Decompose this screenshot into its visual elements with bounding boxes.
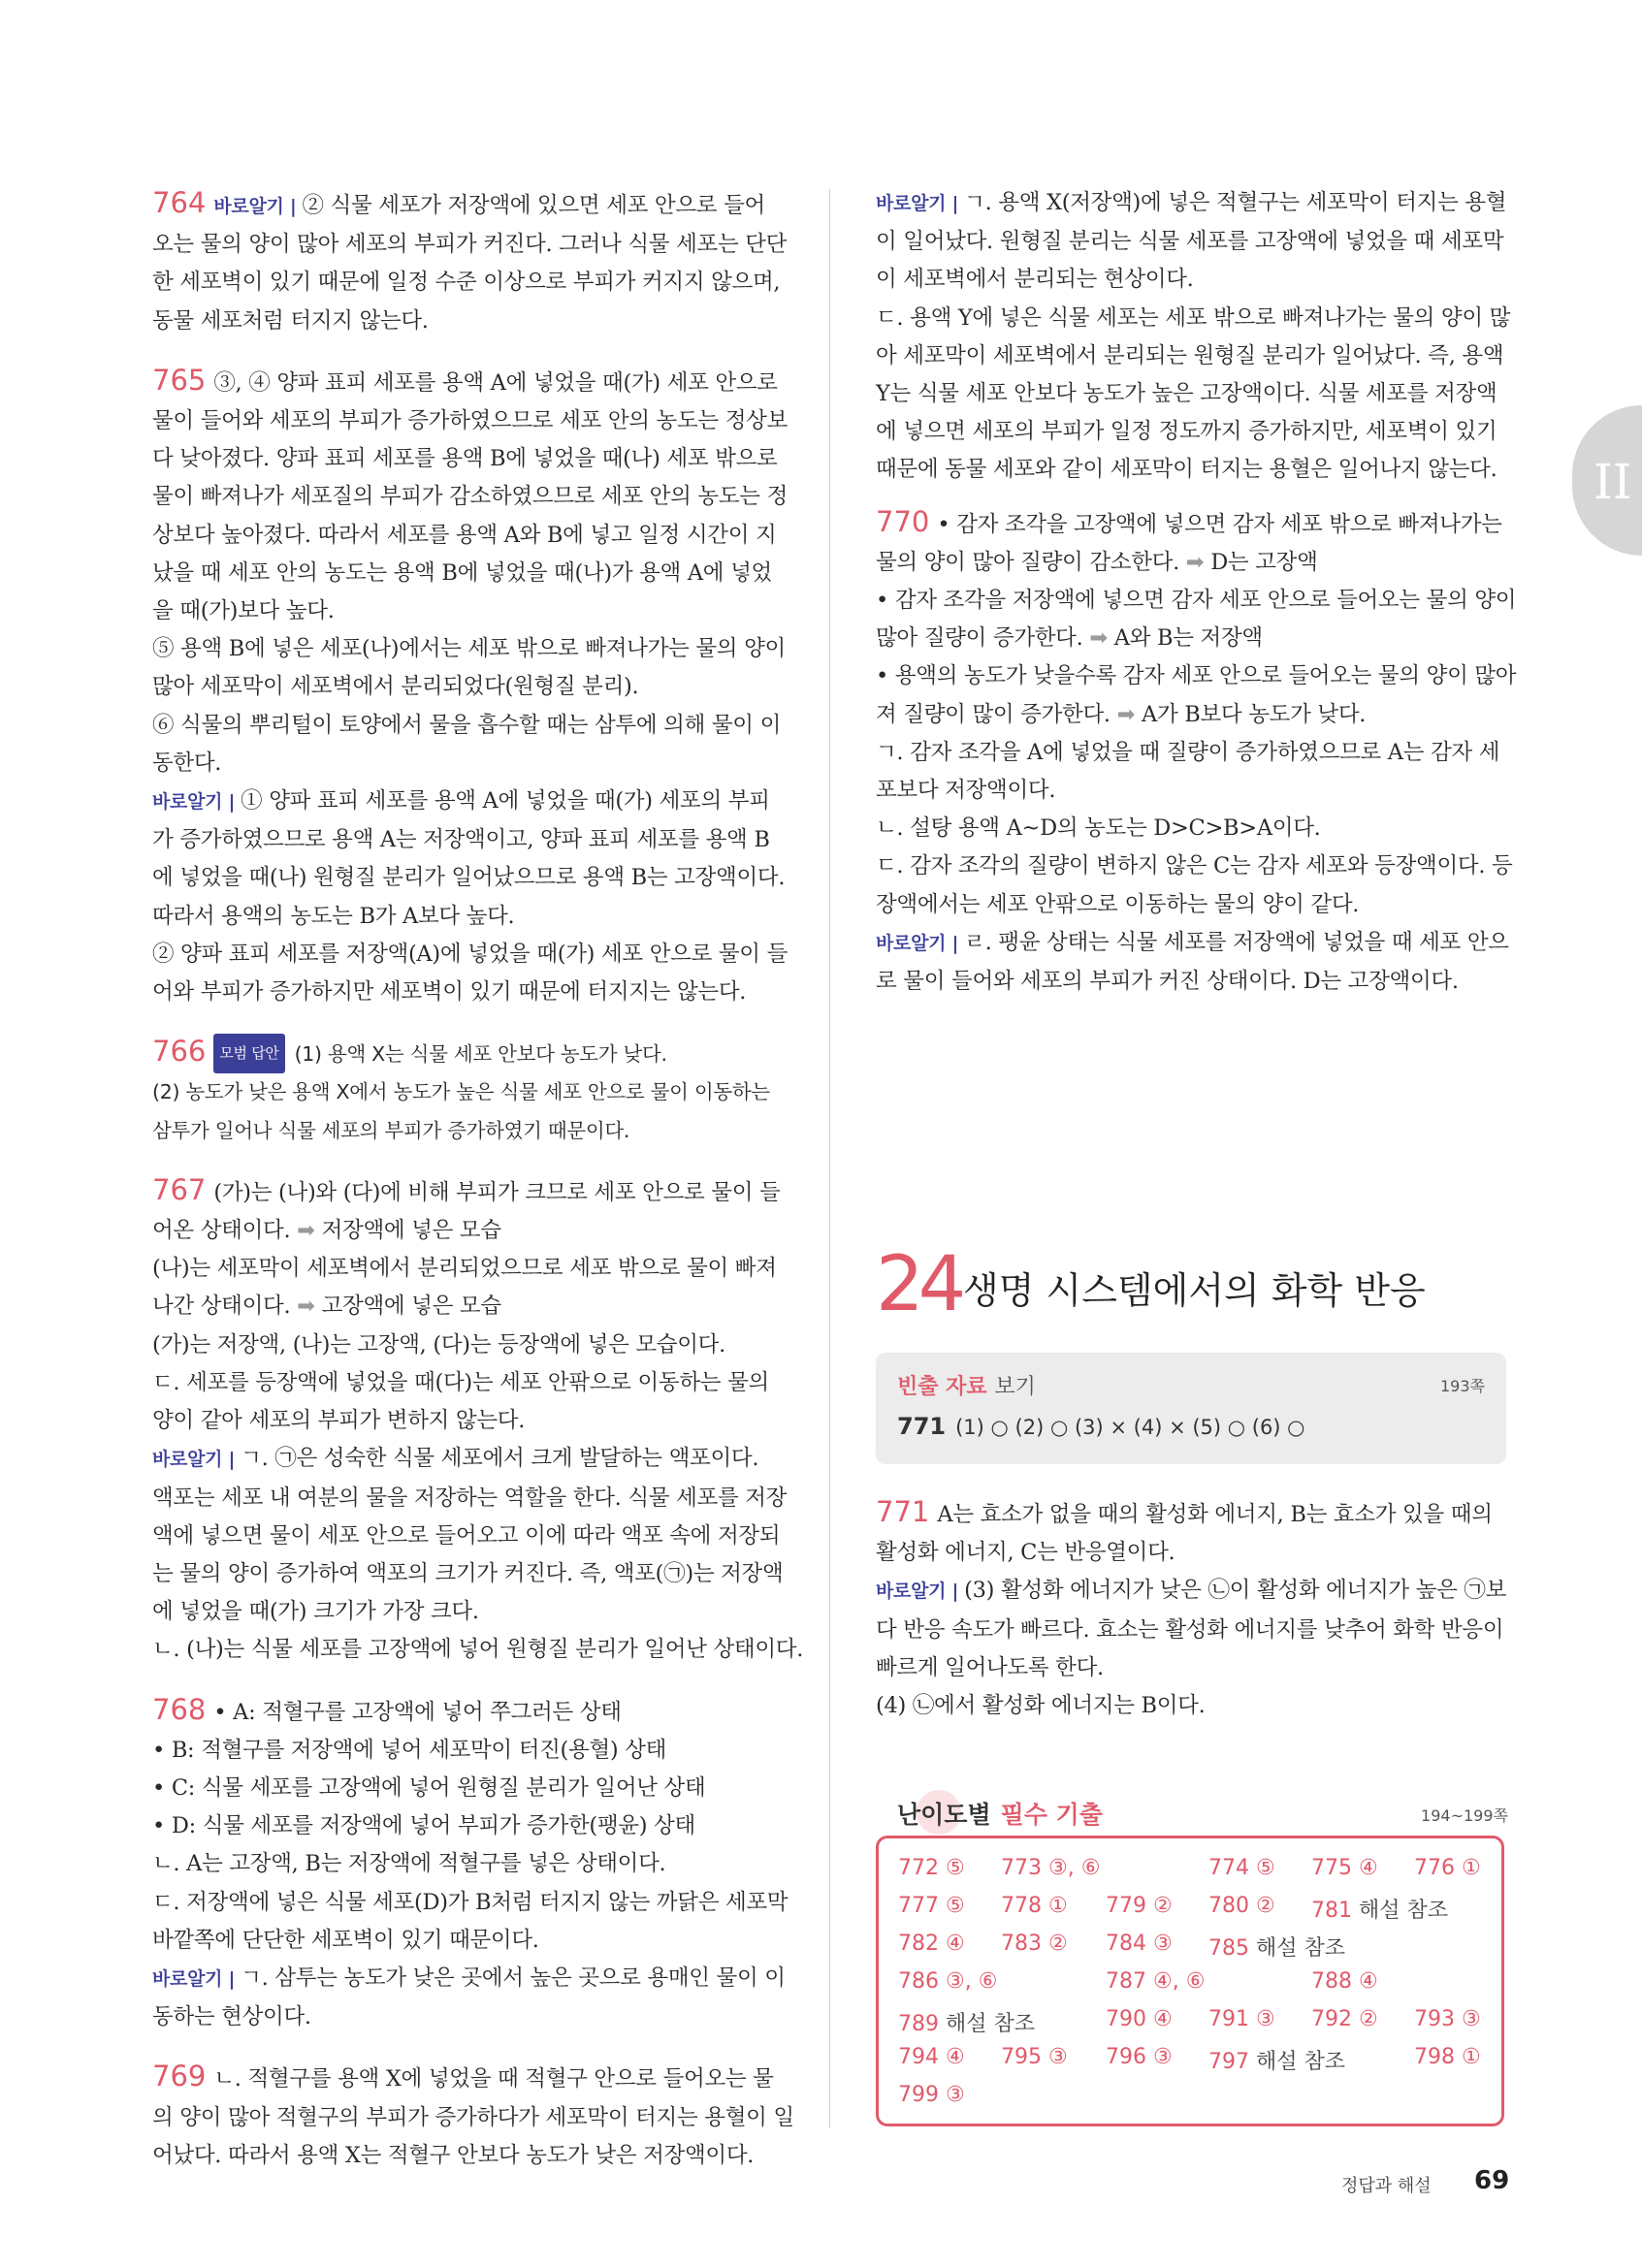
- line-text: ① 양파 표피 세포를 용액 A에 넣었을 때(가) 세포의 부피: [241, 788, 770, 815]
- line-text: 어온 상태이다.: [152, 1218, 291, 1244]
- text-line: [876, 847, 1513, 885]
- text-line: [152, 402, 788, 440]
- text-line: [152, 974, 783, 1011]
- line-text: ㄷ. 용액 Y에 넣은 식물 세포는 세포 밖으로 빠져나가는 물의 양이 많: [876, 304, 1511, 331]
- text-line: [876, 1649, 1506, 1687]
- answer-value: ③: [1255, 2007, 1275, 2031]
- answer-cell: [898, 2007, 1035, 2037]
- text-line: [876, 1612, 1506, 1649]
- answer-number: 779: [1106, 1894, 1153, 1918]
- line-text: ㄷ. 감자 조각의 질량이 변하지 않은 C는 감자 세포와 등장액이다. 등: [876, 853, 1513, 879]
- line-text: ㄱ. 삼투는 농도가 낮은 곳에서 높은 곳으로 용매인 물이 이: [241, 1965, 786, 1991]
- section-tab: [1572, 405, 1642, 556]
- answer-value: ①: [1461, 2045, 1481, 2069]
- answer-cell: [1208, 2045, 1345, 2075]
- answer-number: 789: [898, 2012, 946, 2036]
- text-line: [152, 362, 783, 402]
- text-line: [876, 582, 1517, 620]
- line-text: 액에 넣으면 물이 세포 안으로 들어오고 이에 따라 액포 속에 저장되: [152, 1522, 781, 1549]
- answer-badge: 모범 답안: [213, 1034, 284, 1073]
- line-text: • 용액의 농도가 낮을수록 감자 세포 안으로 들어오는 물의 양이 많아: [876, 663, 1517, 689]
- text-line: [876, 772, 1506, 810]
- answer-number: 780: [1208, 1894, 1256, 1918]
- answer-number: 786: [898, 1969, 946, 1994]
- text-line: [876, 1687, 1506, 1725]
- answer-value: ③: [1047, 2045, 1068, 2069]
- text-line: [876, 503, 1506, 544]
- line-text: 빠르게 일어나도록 한다.: [876, 1654, 1104, 1680]
- answer-cell: [1001, 2045, 1068, 2069]
- line-text: 에 넣었을 때(나) 원형질 분리가 일어났으므로 용액 B는 고장액이다.: [152, 865, 786, 891]
- answer-value: ④: [1358, 1969, 1378, 1994]
- answer-value: ⑤: [945, 1894, 965, 1918]
- answer-cell: [898, 2045, 965, 2069]
- line-text: ㄴ. 설탕 용액 A~D의 농도는 D>C>B>A이다.: [876, 815, 1321, 842]
- answer-cell: [1001, 1894, 1068, 1918]
- answer-value: ④: [1152, 2007, 1173, 2031]
- text-line: [152, 1960, 786, 1998]
- answer-value: ②: [1152, 1894, 1173, 1918]
- text-line: [152, 592, 783, 630]
- text-line: [876, 223, 1506, 261]
- line-text: • 감자 조각을 저장액에 넣으면 감자 세포 안으로 들어오는 물의 양이: [876, 588, 1517, 614]
- line-text: ② 식물 세포가 저장액에 있으면 세포 안으로 들어: [302, 193, 765, 218]
- line-text: 어와 부피가 증가하지만 세포벽이 있기 때문에 터지지는 않는다.: [152, 979, 747, 1006]
- line-text: 다 낮아졌다. 양파 표피 세포를 용액 B에 넣었을 때(나) 세포 밖으로: [152, 446, 778, 472]
- text-line: [152, 264, 783, 302]
- text-line: [152, 1033, 783, 1073]
- text-line: [152, 1691, 783, 1732]
- line-text: 포보다 저장액이다.: [876, 778, 1056, 804]
- answer-cell: [898, 1856, 965, 1880]
- text-line: [152, 1807, 783, 1845]
- answer-number: 796: [1106, 2045, 1153, 2069]
- answer-number: 776: [1414, 1856, 1462, 1880]
- line-conclusion: A가 B보다 농도가 낮다.: [1142, 701, 1367, 727]
- line-text: • A: 적혈구를 고장액에 넣어 쭈그러든 상태: [213, 1699, 622, 1725]
- column-divider: [829, 189, 830, 2128]
- line-text: 나간 상태이다.: [152, 1294, 291, 1320]
- text-line: [152, 1770, 783, 1807]
- text-line: [152, 184, 783, 226]
- text-line: [152, 1845, 783, 1883]
- answer-number: 773: [1001, 1856, 1048, 1880]
- line-text: 동물 세포처럼 터지지 않는다.: [152, 307, 429, 334]
- answer-value: ④: [945, 2045, 965, 2069]
- line-text: 양이 같아 세포의 부피가 변하지 않는다.: [152, 1408, 526, 1434]
- correction-label: 바로알기 |: [152, 791, 236, 814]
- paragraph-gap: [876, 490, 1506, 503]
- text-line: [152, 1998, 783, 2036]
- text-line: [152, 1555, 783, 1593]
- line-text: 의 양이 많아 적혈구의 부피가 증가하다가 세포막이 터지는 용혈이 일: [152, 2104, 794, 2130]
- line-text: (2) 농도가 낮은 용액 X에서 농도가 높은 식물 세포 안으로 물이 이동하는: [152, 1080, 770, 1104]
- text-line: [152, 1364, 783, 1402]
- line-text: ㄱ. ㉠은 성숙한 식물 세포에서 크게 발달하는 액포이다.: [241, 1446, 759, 1472]
- text-line: [152, 821, 783, 859]
- left-column: [152, 184, 804, 2175]
- line-text: 장액에서는 세포 안팎으로 이동하는 물의 양이 같다.: [876, 891, 1360, 917]
- exam-title-a: 난이도별: [897, 1801, 991, 1829]
- answer-cell: [1414, 1856, 1481, 1880]
- text-line: [152, 555, 783, 592]
- page-number: 69: [1474, 2166, 1510, 2195]
- line-text: (4) ㉡에서 활성화 에너지는 B이다.: [876, 1693, 1206, 1719]
- problem-number: 767: [152, 1172, 207, 1206]
- text-line: [876, 337, 1506, 375]
- chapter-heading: [876, 1241, 1506, 1348]
- line-text: (3) 활성화 에너지가 낮은 ㉡이 활성화 에너지가 높은 ㉠보: [964, 1578, 1507, 1604]
- problem-number: 766: [152, 1035, 207, 1069]
- answer-number: 774: [1208, 1856, 1256, 1880]
- text-line: [152, 2058, 783, 2098]
- text-line: [152, 1112, 783, 1150]
- correction-label: 바로알기 |: [876, 932, 959, 954]
- line-conclusion: 저장액에 넣은 모습: [321, 1218, 501, 1244]
- answer-cell: [898, 1932, 965, 1956]
- answer-cell: [898, 1969, 997, 1994]
- text-line: [152, 440, 783, 478]
- line-text: • 감자 조각을 고장액에 넣으면 감자 세포 밖으로 빠져나가는: [937, 511, 1502, 537]
- chapter-title: 생명 시스템에서의 화학 반응: [963, 1269, 1426, 1312]
- arrow-icon: ➡: [1110, 701, 1143, 727]
- answer-number: 778: [1001, 1894, 1048, 1918]
- exam-page: 194~199쪽: [1421, 1806, 1508, 1825]
- answer-number: 781: [1311, 1899, 1359, 1923]
- text-line: [152, 1922, 783, 1960]
- text-line: [152, 783, 783, 821]
- text-line: [152, 859, 786, 897]
- line-text: 오는 물의 양이 많아 세포의 부피가 커진다. 그러나 식물 세포는 단단: [152, 232, 788, 258]
- answer-value: ③: [1152, 1932, 1173, 1956]
- problem-number: 764: [152, 186, 207, 219]
- line-conclusion: D는 고장액: [1210, 549, 1318, 575]
- answer-value: ②: [1047, 1932, 1068, 1956]
- text-line: [152, 1440, 783, 1479]
- exam-heading: [897, 1796, 1508, 1835]
- line-text: 바깥쪽에 단단한 세포벽이 있기 때문이다.: [152, 1927, 539, 1953]
- answer-cell: [1208, 1932, 1345, 1962]
- text-line: [152, 1480, 788, 1517]
- text-line: [152, 2099, 794, 2137]
- answer-value: ②: [1358, 2007, 1378, 2031]
- line-text: 물이 빠져나가 세포질의 부피가 감소하였으므로 세포 안의 농도는 정: [152, 484, 788, 510]
- answer-number: 777: [898, 1894, 946, 1918]
- line-text: 동한다.: [152, 750, 222, 776]
- tail-block: [876, 1493, 1506, 1725]
- answer-cell: [1106, 1894, 1173, 1918]
- text-line: [876, 810, 1506, 847]
- answer-cell: [1208, 1894, 1275, 1918]
- answer-number: 782: [898, 1932, 946, 1956]
- paragraph-gap: [152, 340, 783, 362]
- answer-number: 797: [1208, 2050, 1256, 2074]
- line-text: 많아 세포막이 세포벽에서 분리되었다(원형질 분리).: [152, 674, 639, 700]
- answer-value: 해설 참조: [945, 2012, 1035, 2036]
- line-text: 물의 양이 많아 질량이 감소한다.: [876, 549, 1179, 575]
- arrow-icon: ➡: [1082, 625, 1114, 652]
- line-text: 어났다. 따라서 용액 X는 적혈구 안보다 농도가 낮은 저장액이다.: [152, 2142, 755, 2168]
- line-text: 따라서 용액의 농도는 B가 A보다 높다.: [152, 903, 515, 929]
- answer-number: 788: [1311, 1969, 1359, 1994]
- problem-number: 771: [876, 1495, 930, 1528]
- answer-cell: [898, 2083, 965, 2107]
- answer-cell: [1106, 2007, 1173, 2031]
- frequent-data-title: 빈출 자료 보기: [897, 1375, 1036, 1399]
- line-text: 아 세포막이 세포벽에서 분리되는 원형질 분리가 일어났다. 즉, 용액: [876, 342, 1504, 368]
- text-line: [152, 898, 783, 936]
- line-text: 져 질량이 많이 증가한다.: [876, 701, 1111, 727]
- text-line: [152, 1326, 783, 1364]
- answer-value: ④: [1358, 1856, 1378, 1880]
- text-line: [152, 1073, 783, 1111]
- text-line: [152, 478, 788, 516]
- text-line: [876, 300, 1511, 337]
- text-line: [152, 668, 783, 706]
- arrow-icon: ➡: [290, 1218, 322, 1244]
- paragraph-gap: [152, 2036, 783, 2058]
- text-line: [152, 936, 789, 974]
- line-conclusion: 고장액에 넣은 모습: [321, 1294, 501, 1320]
- answer-cell: [1311, 1894, 1448, 1924]
- answer-cell: [1106, 2045, 1173, 2069]
- text-line: [876, 1493, 1506, 1534]
- problem-number: 770: [876, 504, 930, 538]
- answer-value: ④: [945, 1932, 965, 1956]
- chapter-number: 24: [876, 1241, 961, 1328]
- frequent-data-answers: 771 (1) ○ (2) ○ (3) × (4) × (5) ○ (6) ○: [897, 1413, 1305, 1440]
- line-text: ㄴ. A는 고장액, B는 저장액에 적혈구를 넣은 상태이다.: [152, 1851, 666, 1877]
- text-line: [152, 517, 783, 555]
- answer-cell: [898, 1894, 965, 1918]
- text-line: [876, 451, 1506, 489]
- text-line: [152, 707, 783, 745]
- answer-value: ⑤: [1255, 1856, 1275, 1880]
- arrow-icon: ➡: [1178, 549, 1211, 575]
- answer-cell: [1208, 2007, 1275, 2031]
- answer-cell: [1414, 2045, 1481, 2069]
- text-line: [876, 413, 1506, 451]
- problem-number: 768: [152, 1692, 207, 1726]
- text-line: [876, 657, 1517, 695]
- answer-value: ③, ⑥: [1047, 1856, 1101, 1880]
- line-text: 한 세포벽이 있기 때문에 일정 수준 이상으로 부피가 커지지 않으며,: [152, 270, 781, 296]
- line-text: (1) 용액 X는 식물 세포 안보다 농도가 낮다.: [294, 1042, 667, 1067]
- text-line: [876, 620, 1506, 657]
- line-text: ㄷ. 저장액에 넣은 식물 세포(D)가 B처럼 터지지 않는 까닭은 세포막: [152, 1889, 789, 1915]
- line-text: ㄴ. (나)는 식물 세포를 고장액에 넣어 원형질 분리가 일어난 상태이다.: [152, 1637, 804, 1663]
- answer-value: ③, ⑥: [945, 1969, 998, 1994]
- paragraph-gap: [152, 1150, 783, 1171]
- text-line: [152, 1402, 783, 1440]
- line-text: (가)는 저장액, (나)는 고장액, (다)는 등장액에 넣은 모습이다.: [152, 1331, 725, 1358]
- text-line: [152, 1250, 783, 1288]
- answer-number: 798: [1414, 2045, 1462, 2069]
- answer-number: 783: [1001, 1932, 1048, 1956]
- line-text: 많아 질량이 증가한다.: [876, 625, 1083, 652]
- line-text: 났을 때 세포 안의 농도는 용액 B에 넣었을 때(나)가 용액 A에 넣었: [152, 559, 772, 586]
- answer-cell: [1001, 1932, 1068, 1956]
- answer-number: 794: [898, 2045, 946, 2069]
- text-line: [152, 1288, 783, 1326]
- line-text: ⑤ 용액 B에 넣은 세포(나)에서는 세포 밖으로 빠져나가는 물의 양이: [152, 636, 786, 662]
- line-conclusion: A와 B는 저장액: [1113, 625, 1263, 652]
- text-line: [152, 1732, 783, 1770]
- line-text: 다 반응 속도가 빠르다. 효소는 활성화 에너지를 낮추어 화학 반응이: [876, 1616, 1504, 1643]
- answer-cell: [1208, 1856, 1275, 1880]
- section-tab-label: II: [1594, 454, 1632, 510]
- text-line: [152, 1171, 783, 1212]
- text-line: [152, 303, 783, 340]
- answer-number: 793: [1414, 2007, 1462, 2031]
- answer-value: ⑤: [945, 1856, 965, 1880]
- correction-label: 바로알기 |: [152, 1967, 236, 1990]
- line-text: A는 효소가 없을 때의 활성화 에너지, B는 효소가 있을 때의: [937, 1502, 1493, 1527]
- text-line: [876, 261, 1506, 299]
- line-text: ③, ④ 양파 표피 세포를 용액 A에 넣었을 때(가) 세포 안으로: [213, 369, 778, 396]
- answer-value: ③: [1152, 2045, 1173, 2069]
- line-text: 이 일어났다. 원형질 분리는 식물 세포를 고장액에 넣었을 때 세포막: [876, 229, 1504, 255]
- answer-cell: [1311, 1856, 1378, 1880]
- answer-value: ③: [1461, 2007, 1481, 2031]
- line-text: 는 물의 양이 증가하여 액포의 크기가 커진다. 즉, 액포(㉠)는 저장액: [152, 1560, 784, 1586]
- text-line: [876, 544, 1506, 582]
- text-line: [876, 734, 1506, 772]
- line-text: ⑥ 식물의 뿌리털이 토양에서 물을 흡수할 때는 삼투에 의해 물이 이: [152, 712, 782, 738]
- line-text: ㄱ. 감자 조각을 A에 넣었을 때 질량이 증가하였으므로 A는 감자 세: [876, 739, 1500, 765]
- text-line: [152, 2137, 783, 2175]
- text-line: [152, 1884, 789, 1922]
- answer-value: ②: [1255, 1894, 1275, 1918]
- line-text: 물이 들어와 세포의 부피가 증가하였으므로 세포 안의 농도는 정상보: [152, 408, 788, 434]
- text-line: [876, 924, 1509, 963]
- text-line: [876, 1572, 1506, 1611]
- line-text: 에 넣으면 세포의 부피가 일정 정도까지 증가하지만, 세포벽이 있기: [876, 419, 1497, 445]
- text-line: [876, 184, 1506, 223]
- line-text: ㄹ. 팽윤 상태는 식물 세포를 저장액에 넣었을 때 세포 안으: [964, 929, 1509, 955]
- line-text: (나)는 세포막이 세포벽에서 분리되었으므로 세포 밖으로 물이 빠져: [152, 1256, 777, 1282]
- answer-value: ①: [1047, 1894, 1068, 1918]
- correction-label: 바로알기 |: [152, 1449, 236, 1471]
- text-line: [152, 745, 783, 783]
- line-text: • C: 식물 세포를 고장액에 넣어 원형질 분리가 일어난 상태: [152, 1774, 706, 1801]
- answer-cell: [1001, 1856, 1100, 1880]
- right-column: [876, 184, 1517, 1001]
- answer-number: 784: [1106, 1932, 1153, 1956]
- line-text: 에 넣었을 때(가) 크기가 가장 크다.: [152, 1599, 479, 1625]
- answer-number: 799: [898, 2083, 946, 2107]
- arrow-icon: ➡: [290, 1294, 322, 1320]
- text-line: [152, 1593, 783, 1631]
- line-text: ㄷ. 세포를 등장액에 넣었을 때(다)는 세포 안팎으로 이동하는 물의: [152, 1369, 769, 1395]
- line-text: ② 양파 표피 세포를 저장액(A)에 넣었을 때(가) 세포 안으로 물이 들: [152, 941, 789, 967]
- line-text: 때문에 동물 세포와 같이 세포막이 터지는 용혈은 일어나지 않는다.: [876, 457, 1497, 483]
- line-text: 동하는 현상이다.: [152, 2004, 311, 2030]
- answer-value: 해설 참조: [1255, 2050, 1345, 2074]
- text-line: [876, 1534, 1506, 1572]
- answer-cell: [1311, 1969, 1378, 1994]
- answer-value: ④, ⑥: [1152, 1969, 1206, 1994]
- text-line: [152, 1631, 804, 1669]
- text-line: [876, 375, 1506, 413]
- text-line: [152, 1517, 783, 1555]
- text-line: [152, 1212, 783, 1250]
- answer-cell: [1311, 2007, 1378, 2031]
- answer-number: 785: [1208, 1936, 1256, 1961]
- line-text: 상보다 높아졌다. 따라서 세포를 용액 A와 B에 넣고 일정 시간이 지: [152, 522, 777, 548]
- line-text: 을 때(가)보다 높다.: [152, 598, 335, 624]
- paragraph-gap: [152, 1011, 783, 1033]
- line-text: ㄱ. 용액 X(저장액)에 넣은 적혈구는 세포막이 터지는 용혈: [964, 190, 1507, 215]
- answer-number: 790: [1106, 2007, 1153, 2031]
- line-text: 이 세포벽에서 분리되는 현상이다.: [876, 267, 1194, 293]
- problem-number: 769: [152, 2060, 207, 2093]
- frequent-data-page: 193쪽: [1440, 1377, 1485, 1395]
- text-line: [152, 226, 788, 264]
- answer-value: 해설 참조: [1255, 1936, 1345, 1961]
- line-text: 액포는 세포 내 여분의 물을 저장하는 역할을 한다. 식물 세포를 저장: [152, 1485, 788, 1511]
- answer-number: 772: [898, 1856, 946, 1880]
- answer-number: 792: [1311, 2007, 1359, 2031]
- paragraph-gap: [152, 1670, 783, 1691]
- answer-value: ①: [1461, 1856, 1481, 1880]
- answer-value: ③: [945, 2083, 965, 2107]
- answer-cell: [1414, 2007, 1481, 2031]
- text-line: [876, 696, 1506, 734]
- line-text: 활성화 에너지, C는 반응열이다.: [876, 1540, 1175, 1566]
- line-text: (가)는 (나)와 (다)에 비해 부피가 크므로 세포 안으로 물이 들: [213, 1179, 781, 1205]
- answer-number: 787: [1106, 1969, 1153, 1994]
- answer-grid: [876, 1836, 1504, 2126]
- correction-label: 바로알기 |: [213, 196, 297, 217]
- answer-value: 해설 참조: [1358, 1899, 1448, 1923]
- line-text: Y는 식물 세포 안보다 농도가 높은 고장액이다. 식물 세포를 저장액: [876, 381, 1497, 407]
- text-line: [876, 886, 1506, 924]
- problem-number: 765: [152, 363, 207, 397]
- answer-number: 775: [1311, 1856, 1359, 1880]
- correction-label: 바로알기 |: [876, 1581, 959, 1603]
- line-text: 로 물이 들어와 세포의 부피가 커진 상태이다. D는 고장액이다.: [876, 969, 1459, 995]
- exam-title-b: 필수 기출: [1000, 1801, 1103, 1829]
- line-text: ㄴ. 적혈구를 용액 X에 넣었을 때 적혈구 안으로 들어오는 물: [213, 2066, 774, 2092]
- line-text: • B: 적혈구를 저장액에 넣어 세포막이 터진(용혈) 상태: [152, 1737, 667, 1763]
- footer-label: 정답과 해설: [1341, 2176, 1432, 2196]
- text-line: [152, 630, 786, 668]
- answer-number: 795: [1001, 2045, 1048, 2069]
- line-text: 가 증가하였으므로 용액 A는 저장액이고, 양파 표피 세포를 용액 B: [152, 827, 770, 853]
- answer-number: 791: [1208, 2007, 1256, 2031]
- answer-cell: [1106, 1932, 1173, 1956]
- answer-cell: [1106, 1969, 1205, 1994]
- text-line: [876, 963, 1506, 1001]
- line-text: • D: 식물 세포를 저장액에 넣어 부피가 증가한(팽윤) 상태: [152, 1813, 695, 1839]
- line-text: 삼투가 일어나 식물 세포의 부피가 증가하였기 때문이다.: [152, 1118, 630, 1142]
- correction-label: 바로알기 |: [876, 193, 959, 214]
- frequent-data-box: [876, 1353, 1506, 1464]
